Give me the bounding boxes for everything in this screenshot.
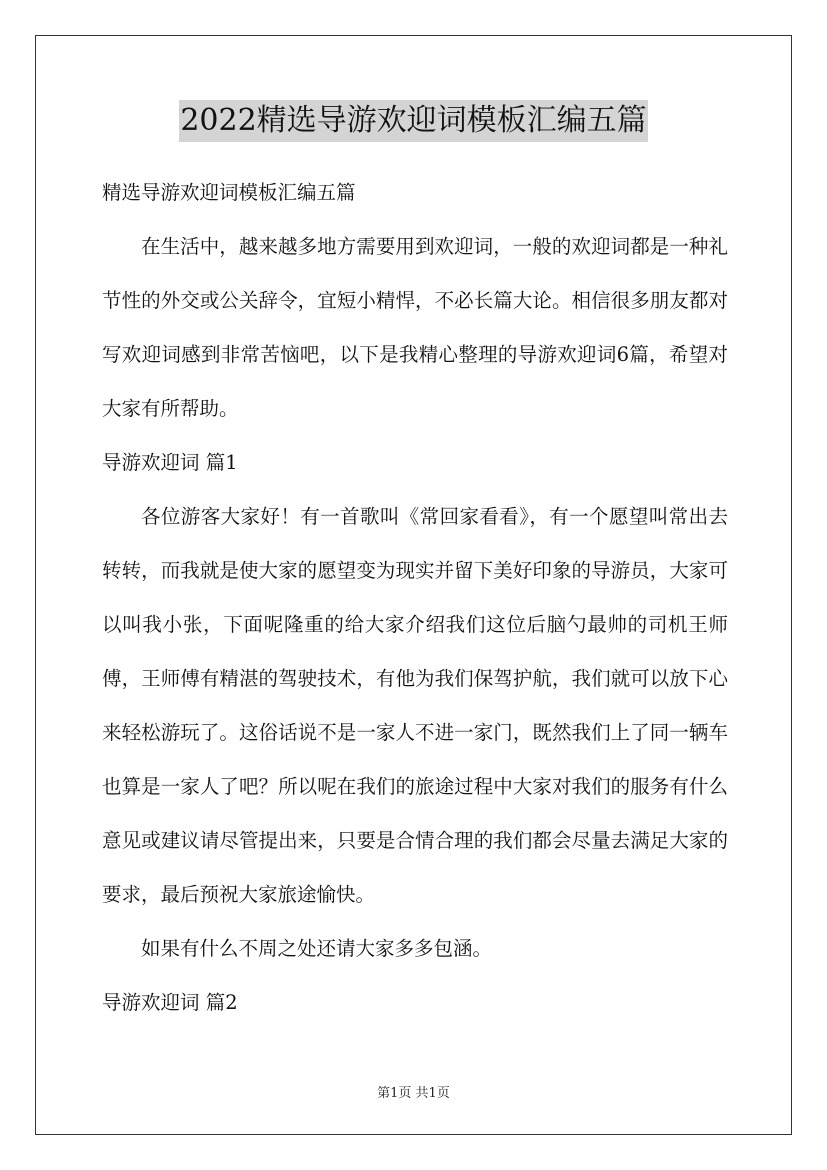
section-1-paragraph-1: 各位游客大家好！有一首歌叫《常回家看看》，有一个愿望叫常出去转转，而我就是使大家的愿望变为现实并留下美好印象的导游员，大家可以叫我小张，下面呢隆重的给大家介绍我们这位后脑勺最帅的司机王师傅，王师傅有精湛的驾驶技术，有他为我们保驾护航，我们就可以放下心来轻松游玩了。这俗话说不是一家人不进一家门，既然我们上了同一辆车也算是一家人了吧？所以呢在我们的旅途过程中大家对我们的服务有什么意见或建议请尽管提出来，只要是合情合理的我们都会尽量去满足大家的要求，最后预祝大家旅途愉快。 — [102, 505, 728, 906]
document-title — [0, 100, 827, 142]
document-body — [102, 166, 728, 1030]
intro-paragraph: 在生活中，越来越多地方需要用到欢迎词，一般的欢迎词都是一种礼节性的外交或公关辞令，宜短小精悍，不必长篇大论。相信很多朋友都对写欢迎词感到非常苦恼吧，以下是我精心整理的导游欢迎词6篇，希望对大家有所帮助。 — [102, 235, 728, 420]
page-footer: 第1页 共1页 — [377, 1086, 450, 1101]
section-heading-2: 导游欢迎词 篇2 — [102, 991, 238, 1014]
document-title-text: 2022精选导游欢迎词模板汇编五篇 — [179, 100, 647, 142]
section-1-paragraph-2: 如果有什么不周之处还请大家多多包涵。 — [141, 937, 493, 960]
document-subtitle: 精选导游欢迎词模板汇编五篇 — [102, 181, 356, 204]
section-heading-1: 导游欢迎词 篇1 — [102, 451, 238, 474]
